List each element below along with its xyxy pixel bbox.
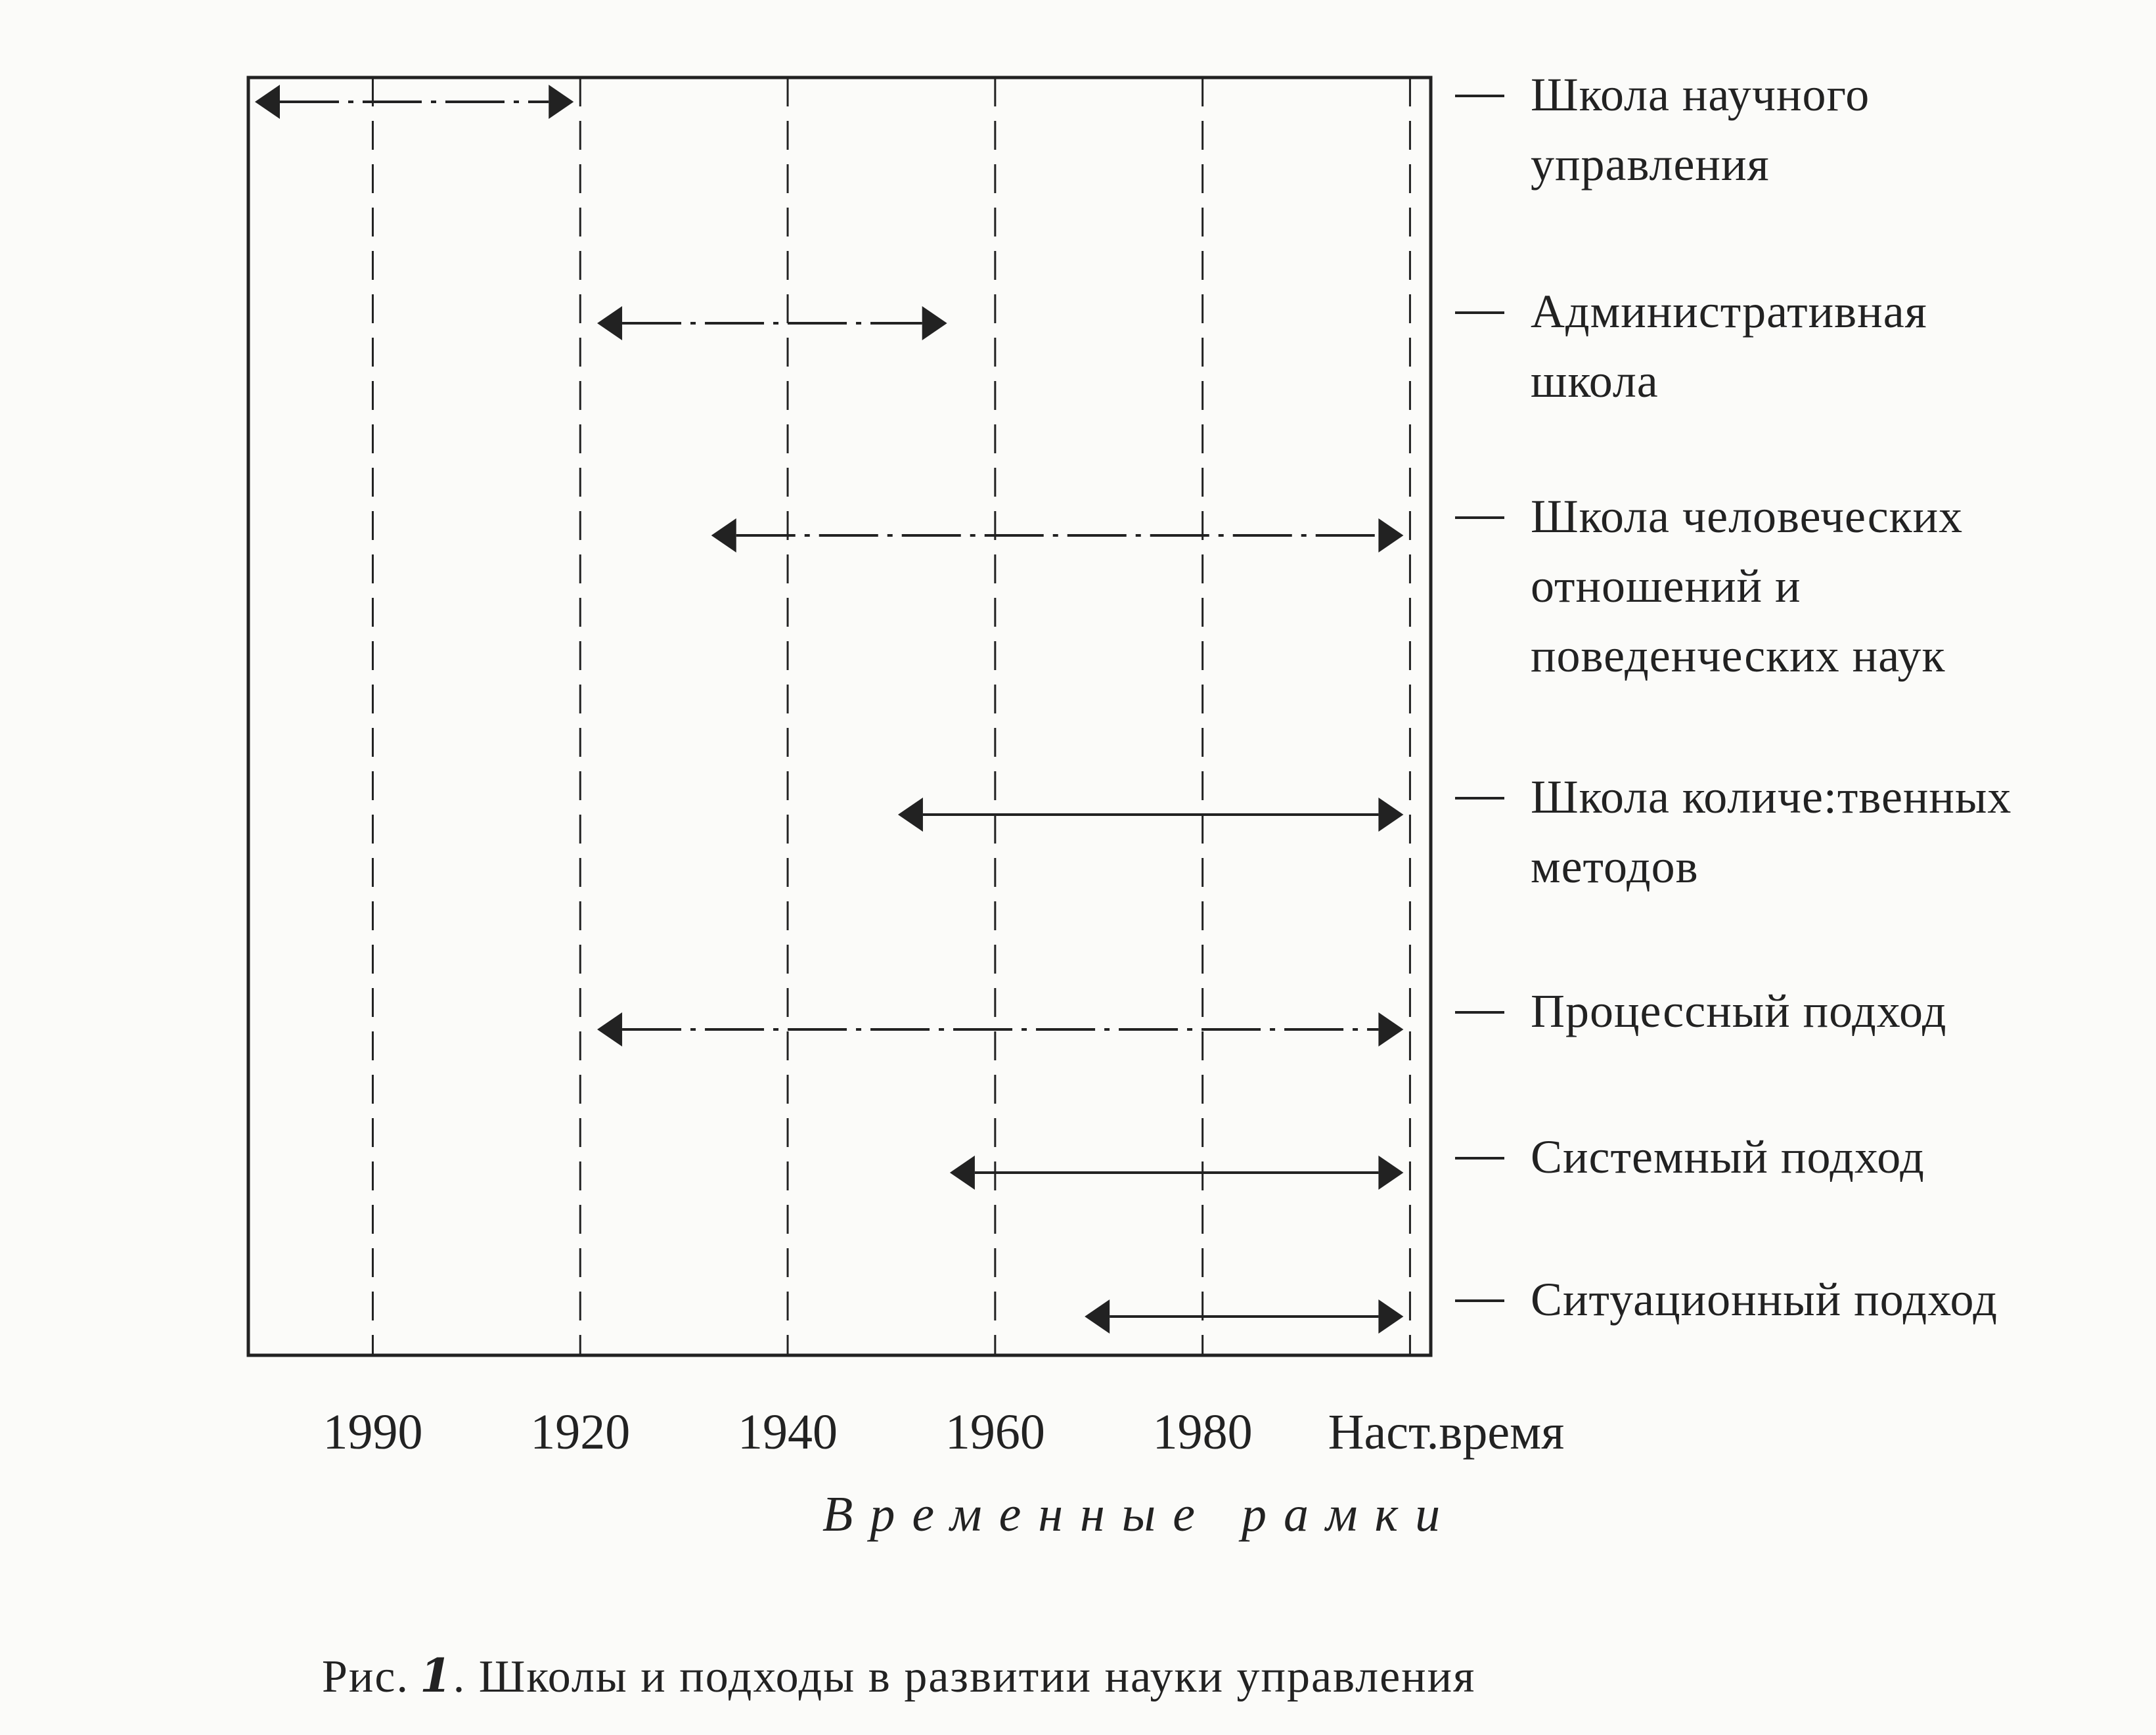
arrow-start-3 bbox=[711, 518, 736, 552]
arrow-end-5 bbox=[1378, 1012, 1403, 1047]
x-tick-label: 1980 bbox=[1152, 1405, 1253, 1460]
series-label-3: Школа человеческих bbox=[1531, 490, 1964, 543]
x-tick-label: 1940 bbox=[738, 1405, 838, 1460]
series-label-2: Административная bbox=[1531, 285, 1927, 338]
arrow-end-4 bbox=[1378, 798, 1403, 832]
x-axis-title: Временные рамки bbox=[822, 1487, 1458, 1542]
series-label-7: Ситуационный подход bbox=[1531, 1273, 1998, 1326]
series-label-1: Школа научного bbox=[1531, 68, 1870, 121]
series-label-1: управления bbox=[1531, 138, 1770, 191]
caption-prefix: Рис. bbox=[322, 1652, 409, 1702]
series-label-3: отношений и bbox=[1531, 560, 1801, 612]
series-label-4: методов bbox=[1531, 840, 1699, 893]
arrow-end-3 bbox=[1378, 518, 1403, 552]
arrow-start-4 bbox=[898, 798, 923, 832]
series-label-4: Школа количе:твенных bbox=[1531, 771, 2012, 823]
series-label-3: поведенческих наук bbox=[1531, 629, 1946, 682]
arrow-end-1 bbox=[549, 85, 573, 119]
figure-caption bbox=[322, 1648, 1475, 1703]
x-tick-label: 1920 bbox=[530, 1405, 631, 1460]
series-arrows bbox=[255, 85, 1403, 1334]
x-tick-label: 1990 bbox=[323, 1405, 423, 1460]
arrow-start-2 bbox=[597, 306, 622, 340]
x-tick-label: 1960 bbox=[945, 1405, 1045, 1460]
x-tick-label: Наст.время bbox=[1328, 1405, 1565, 1460]
gridlines bbox=[372, 78, 1410, 1355]
arrow-end-6 bbox=[1378, 1156, 1403, 1190]
arrow-start-1 bbox=[255, 85, 280, 119]
figure-number: 1 bbox=[419, 1648, 453, 1703]
arrow-end-2 bbox=[922, 306, 947, 340]
arrow-end-7 bbox=[1378, 1299, 1403, 1334]
series-label-6: Системный подход bbox=[1531, 1131, 1925, 1183]
arrow-start-7 bbox=[1085, 1299, 1110, 1334]
series-label-2: школа bbox=[1531, 355, 1659, 407]
chart-frame bbox=[248, 78, 1431, 1355]
x-axis-ticks bbox=[323, 1405, 1564, 1460]
arrow-start-6 bbox=[950, 1156, 975, 1190]
caption-text: . Школы и подходы в развитии науки управления bbox=[453, 1652, 1476, 1702]
series-label-5: Процессный подход bbox=[1531, 985, 1947, 1037]
series-labels bbox=[1455, 68, 2011, 1326]
arrow-start-5 bbox=[597, 1012, 622, 1047]
